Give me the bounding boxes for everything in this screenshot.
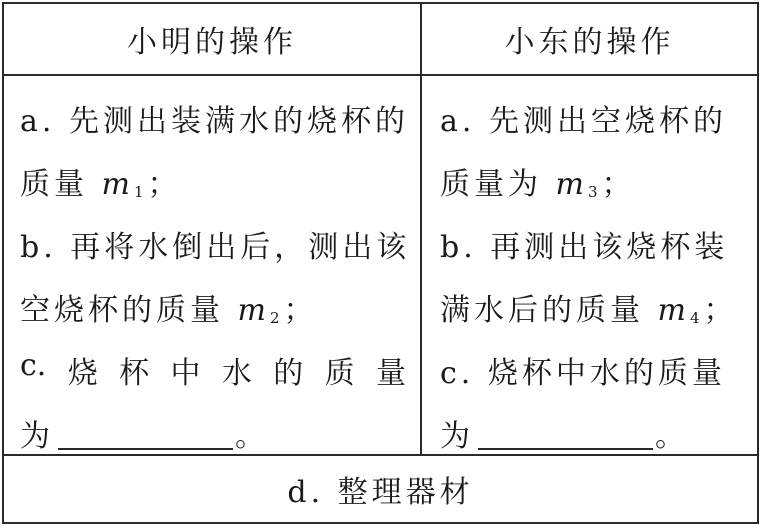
- char: 水: [221, 356, 252, 391]
- xiaodong-step-a-line2: [440, 159, 747, 222]
- char: 中: [170, 356, 201, 391]
- variable-m: m: [657, 293, 690, 328]
- xiaoming-step-b-line2: [20, 285, 406, 348]
- xiaodong-step-b-line2: [440, 285, 747, 348]
- subscript: 4: [690, 309, 704, 327]
- text: 为: [20, 419, 54, 454]
- subscript: 3: [588, 183, 602, 201]
- subscript: 2: [270, 309, 284, 327]
- variable-m: m: [237, 293, 270, 328]
- char: 杯: [119, 356, 150, 391]
- xiaoming-step-a-line2: [20, 159, 406, 222]
- char: 的: [273, 356, 304, 391]
- xiaoming-step-c-line1: [20, 348, 406, 411]
- text: 。: [235, 419, 269, 454]
- text: 质量为: [440, 167, 556, 202]
- operations-table: [2, 2, 759, 524]
- text: ；: [703, 293, 738, 328]
- answer-blank[interactable]: [478, 424, 653, 450]
- answer-blank[interactable]: [58, 424, 233, 450]
- subscript: 1: [134, 183, 148, 201]
- xiaodong-step-b-line1: b. 再测出该烧杯装: [440, 230, 729, 265]
- text: 为: [440, 419, 474, 454]
- xiaoming-step-a-line1: a. 先测出装满水的烧杯的: [20, 104, 409, 139]
- variable-m: m: [555, 167, 588, 202]
- footer-step-d: d. 整理器材: [287, 475, 474, 510]
- text: 质量: [20, 167, 102, 202]
- char: 质: [324, 356, 355, 391]
- text: 满水后的质量: [440, 293, 658, 328]
- text: ；: [283, 293, 318, 328]
- xiaoming-steps: [4, 76, 420, 454]
- char: c.: [20, 348, 47, 383]
- text: 空烧杯的质量: [20, 293, 238, 328]
- xiaoming-step-b-line1: b. 再将水倒出后，测出该: [20, 230, 411, 265]
- xiaodong-step-c-line1: c. 烧杯中水的质量: [440, 356, 726, 391]
- xiaodong-steps: [422, 76, 757, 454]
- char: 量: [375, 356, 406, 391]
- variable-m: m: [101, 167, 134, 202]
- text: ；: [147, 167, 182, 202]
- text: 。: [655, 419, 689, 454]
- header-xiaodong: 小东的操作: [504, 25, 675, 60]
- char: 烧: [67, 356, 98, 391]
- header-xiaoming: 小明的操作: [127, 25, 297, 60]
- xiaodong-step-a-line1: a. 先测出空烧杯的: [440, 104, 727, 139]
- text: ；: [601, 167, 636, 202]
